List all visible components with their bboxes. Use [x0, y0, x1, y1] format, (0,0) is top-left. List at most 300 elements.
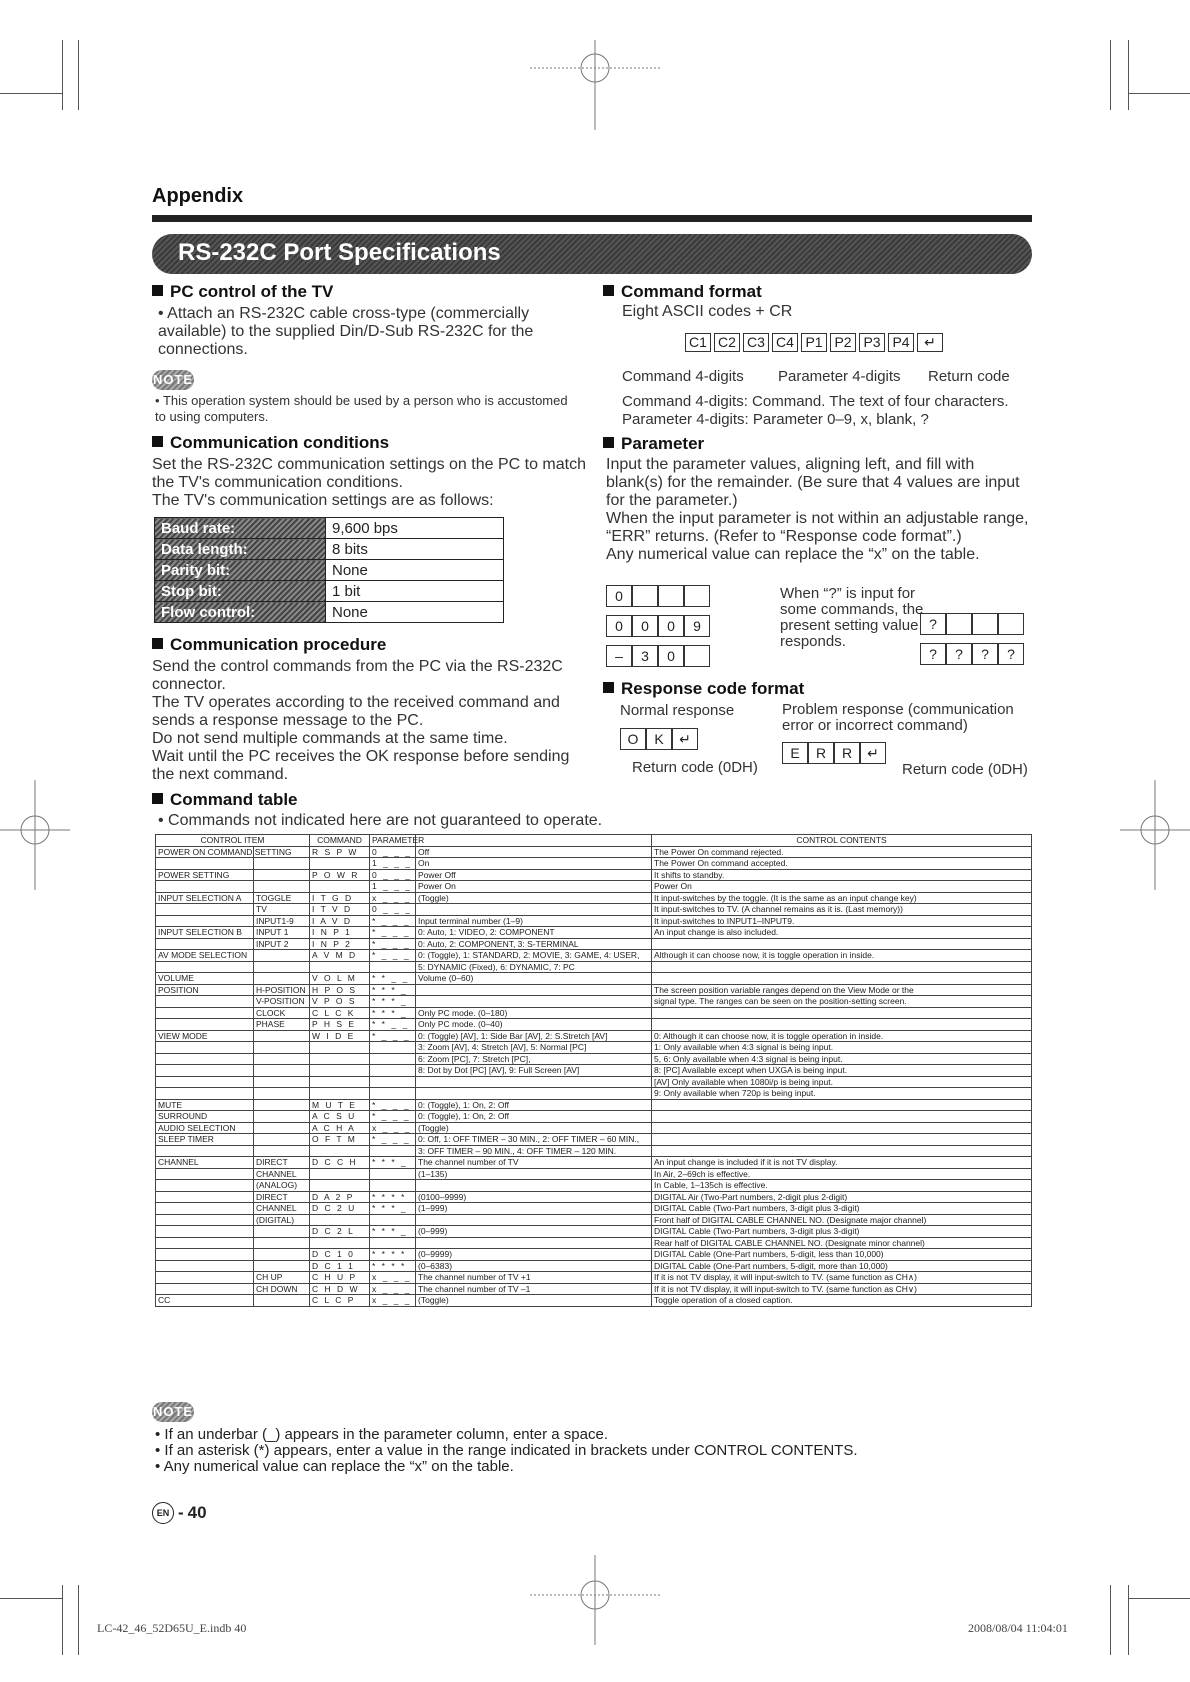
- control-contents-cell: In Cable, 1–135ch is effective.: [652, 1180, 1032, 1192]
- control-subitem-cell: DIRECT: [254, 1191, 310, 1203]
- control-item-cell: [156, 1226, 254, 1238]
- command-cell: A C H A: [310, 1122, 370, 1134]
- crop-mark: [78, 40, 79, 110]
- parameter-meaning-cell: [416, 1237, 652, 1249]
- note-badge: NOTE: [152, 370, 194, 390]
- table-row: [156, 1295, 1032, 1307]
- parameter-cell: * * * _: [370, 1157, 416, 1169]
- param-cell: 0: [658, 645, 684, 667]
- parameter-meaning-cell: [416, 996, 652, 1008]
- control-contents-cell: The Power On command accepted.: [652, 858, 1032, 870]
- command-cell: D C 2 L: [310, 1226, 370, 1238]
- param-cell: [684, 645, 710, 667]
- parameter-cell: * * * *: [370, 1191, 416, 1203]
- parameter-cell: * * * _: [370, 1007, 416, 1019]
- control-item-cell: POWER SETTING: [156, 869, 254, 881]
- parameter-cell: * _ _ _: [370, 938, 416, 950]
- parameter-cell: 0 _ _ _: [370, 869, 416, 881]
- command-cell: [310, 1053, 370, 1065]
- ok-return-label: Return code (0DH): [632, 759, 758, 776]
- note-badge-bottom: NOTE: [152, 1402, 194, 1422]
- table-row: [156, 892, 1032, 904]
- command-table-heading: Command table: [152, 790, 298, 810]
- command-cell: O F T M: [310, 1134, 370, 1146]
- control-contents-cell: Toggle operation of a closed caption.: [652, 1295, 1032, 1307]
- parameter-cell: * _ _ _: [370, 1030, 416, 1042]
- command-cell: C H U P: [310, 1272, 370, 1284]
- table-row: [156, 984, 1032, 996]
- registration-mark-right: [1120, 780, 1190, 890]
- settings-key: Baud rate:: [155, 518, 326, 539]
- parameter-meaning-cell: 0: (Toggle) [AV], 1: Side Bar [AV], 2: S.Stretch [AV]: [416, 1030, 652, 1042]
- command-cell: C H D W: [310, 1283, 370, 1295]
- code-box: O: [620, 728, 646, 750]
- control-contents-cell: Front half of DIGITAL CABLE CHANNEL NO. (Designate major channel): [652, 1214, 1032, 1226]
- control-item-cell: [156, 1076, 254, 1088]
- crop-mark: [1128, 40, 1129, 110]
- settings-value: 1 bit: [326, 581, 504, 602]
- comm-conditions-heading: Communication conditions: [152, 433, 389, 453]
- parameter-cell: x _ _ _: [370, 1295, 416, 1307]
- control-subitem-cell: [254, 1111, 310, 1123]
- command-cell: P O W R: [310, 869, 370, 881]
- command-code-boxes: [685, 333, 943, 352]
- code-box: P3: [859, 333, 885, 352]
- parameter-text: Input the parameter values, aligning left, and fill with blank(s) for the remainder. (Be sure that 4 values are input for the parameter.): [606, 456, 1020, 509]
- control-item-cell: [156, 858, 254, 870]
- bottom-note-text: Any numerical value can replace the “x” on the table.: [163, 1458, 514, 1475]
- parameter-meaning-cell: Off: [416, 846, 652, 858]
- control-item-cell: [156, 1053, 254, 1065]
- settings-table: [154, 517, 504, 623]
- parameter-meaning-cell: (Toggle): [416, 1295, 652, 1307]
- control-subitem-cell: CHANNEL: [254, 1168, 310, 1180]
- code-box: C3: [743, 333, 769, 352]
- command-cell: [310, 1076, 370, 1088]
- control-item-cell: [156, 961, 254, 973]
- label-command: Command 4-digits: [622, 368, 744, 385]
- parameter-meaning-cell: Power On: [416, 881, 652, 893]
- parameter-meaning-cell: (0–6383): [416, 1260, 652, 1272]
- control-contents-cell: The Power On command rejected.: [652, 846, 1032, 858]
- table-row: [156, 1076, 1032, 1088]
- control-subitem-cell: INPUT 1: [254, 927, 310, 939]
- control-contents-cell: [652, 961, 1032, 973]
- table-row: [156, 1111, 1032, 1123]
- control-item-cell: [156, 1237, 254, 1249]
- control-item-cell: AUDIO SELECTION: [156, 1122, 254, 1134]
- code-box: E: [782, 742, 808, 764]
- label-parameter: Parameter 4-digits: [778, 368, 901, 385]
- parameter-cell: * * * _: [370, 996, 416, 1008]
- table-row: [156, 1283, 1032, 1295]
- bottom-note: • Any numerical value can replace the “x” on the table.: [155, 1458, 514, 1475]
- table-header: PARAMETER: [370, 835, 416, 847]
- table-row: [156, 973, 1032, 985]
- control-subitem-cell: [254, 858, 310, 870]
- control-contents-cell: [652, 1145, 1032, 1157]
- table-row: [156, 1203, 1032, 1215]
- table-row: [156, 1122, 1032, 1134]
- table-header: COMMAND: [310, 835, 370, 847]
- command-format-heading: Command format: [603, 282, 762, 302]
- parameter-cell: * _ _ _: [370, 1099, 416, 1111]
- control-item-cell: CHANNEL: [156, 1157, 254, 1169]
- control-contents-cell: [652, 1122, 1032, 1134]
- param-cell: [998, 613, 1024, 635]
- table-row: [156, 1019, 1032, 1031]
- comm-procedure-p1: Send the control commands from the PC via the RS-232C connector.: [152, 658, 563, 693]
- settings-value: 9,600 bps: [326, 518, 504, 539]
- table-row: [156, 1237, 1032, 1249]
- command-cell: [310, 858, 370, 870]
- table-row: [156, 1168, 1032, 1180]
- table-header: [416, 835, 652, 847]
- control-contents-cell: [652, 1019, 1032, 1031]
- table-row: [156, 927, 1032, 939]
- control-contents-cell: [652, 1007, 1032, 1019]
- control-subitem-cell: TOGGLE: [254, 892, 310, 904]
- parameter-meaning-cell: The channel number of TV –1: [416, 1283, 652, 1295]
- control-item-cell: [156, 1019, 254, 1031]
- param-cell: ?: [946, 643, 972, 665]
- command-cell: C L C P: [310, 1295, 370, 1307]
- err-return-label: Return code (0DH): [902, 761, 1028, 778]
- control-item-cell: [156, 1168, 254, 1180]
- control-subitem-cell: [254, 1249, 310, 1261]
- table-row: [156, 846, 1032, 858]
- return-key-icon: ↵: [917, 333, 943, 352]
- parameter-meaning-cell: 3: Zoom [AV], 4: Stretch [AV], 5: Normal [PC]: [416, 1042, 652, 1054]
- parameter-meaning-cell: (0–999): [416, 1226, 652, 1238]
- param-cell: [684, 585, 710, 607]
- crop-mark: [1110, 40, 1111, 110]
- settings-key: Stop bit:: [155, 581, 326, 602]
- command-cell: [310, 1237, 370, 1249]
- parameter-meaning-cell: Only PC mode. (0–40): [416, 1019, 652, 1031]
- parameter-cell: * * * _: [370, 1226, 416, 1238]
- control-contents-cell: [652, 1099, 1032, 1111]
- control-item-cell: VOLUME: [156, 973, 254, 985]
- parameter-meaning-cell: [416, 1088, 652, 1100]
- crop-mark: [62, 40, 63, 110]
- param-cell: ?: [920, 643, 946, 665]
- parameter-examples: [606, 585, 716, 675]
- table-row: [156, 1088, 1032, 1100]
- code-box: P1: [801, 333, 827, 352]
- control-subitem-cell: TV: [254, 904, 310, 916]
- table-row: [156, 915, 1032, 927]
- control-subitem-cell: [254, 1088, 310, 1100]
- control-contents-cell: If it is not TV display, it will input-switch to TV. (same function as CH∨): [652, 1283, 1032, 1295]
- parameter-meaning-cell: 0: Auto, 2: COMPONENT, 3: S-TERMINAL: [416, 938, 652, 950]
- parameter-cell: [370, 1168, 416, 1180]
- crop-mark: [1110, 1585, 1111, 1655]
- control-contents-cell: 1: Only available when 4:3 signal is being input.: [652, 1042, 1032, 1054]
- code-box: C1: [685, 333, 711, 352]
- control-subitem-cell: INPUT1-9: [254, 915, 310, 927]
- table-row: [156, 1030, 1032, 1042]
- table-row: [156, 1065, 1032, 1077]
- parameter-cell: [370, 1042, 416, 1054]
- control-contents-cell: DIGITAL Cable (Two-Part numbers, 3-digit plus 3-digit): [652, 1203, 1032, 1215]
- control-item-cell: POWER ON COMMAND SETTING: [156, 846, 254, 858]
- table-header-row: [156, 835, 1032, 847]
- control-item-cell: [156, 1065, 254, 1077]
- parameter-cell: * _ _ _: [370, 927, 416, 939]
- pc-control-note-text: This operation system should be used by a person who is accustomed to using computers.: [155, 393, 568, 424]
- control-subitem-cell: [254, 1237, 310, 1249]
- parameter-meaning-cell: (Toggle): [416, 892, 652, 904]
- command-cell: A V M D: [310, 950, 370, 962]
- control-contents-cell: 8: [PC] Available except when UXGA is being input.: [652, 1065, 1032, 1077]
- table-row: [156, 1007, 1032, 1019]
- command-cell: V P O S: [310, 996, 370, 1008]
- control-item-cell: [156, 1042, 254, 1054]
- command-format-desc2: Parameter 4-digits: Parameter 0–9, x, blank, ?: [622, 411, 929, 428]
- parameter-cell: x _ _ _: [370, 1283, 416, 1295]
- appendix-title: Appendix: [152, 185, 244, 207]
- control-item-cell: [156, 1283, 254, 1295]
- settings-row: [155, 581, 504, 602]
- control-subitem-cell: [254, 973, 310, 985]
- parameter-cell: [370, 1065, 416, 1077]
- table-row: [156, 938, 1032, 950]
- param-cell: –: [606, 645, 632, 667]
- control-item-cell: MUTE: [156, 1099, 254, 1111]
- parameter-meaning-cell: (Toggle): [416, 1122, 652, 1134]
- command-format-desc1: Command 4-digits: Command. The text of four characters.: [622, 393, 1009, 410]
- command-table-bullet-text: Commands not indicated here are not guaranteed to operate.: [168, 812, 603, 829]
- crop-mark: [1128, 1585, 1129, 1655]
- param-cell: 0: [658, 615, 684, 637]
- parameter-meaning-cell: The channel number of TV: [416, 1157, 652, 1169]
- table-row: [156, 1134, 1032, 1146]
- control-subitem-cell: H-POSITION: [254, 984, 310, 996]
- language-badge-icon: EN: [152, 1502, 174, 1524]
- control-contents-cell: An input change is also included.: [652, 927, 1032, 939]
- registration-mark-bottom: [530, 1555, 660, 1645]
- param-cell: [658, 585, 684, 607]
- control-item-cell: INPUT SELECTION B: [156, 927, 254, 939]
- control-subitem-cell: [254, 950, 310, 962]
- control-subitem-cell: CLOCK: [254, 1007, 310, 1019]
- parameter-cell: * _ _ _: [370, 950, 416, 962]
- parameter-meaning-cell: 5: DYNAMIC (Fixed), 6: DYNAMIC, 7: PC: [416, 961, 652, 973]
- control-item-cell: VIEW MODE: [156, 1030, 254, 1042]
- parameter-meaning-cell: [416, 984, 652, 996]
- control-subitem-cell: CH UP: [254, 1272, 310, 1284]
- control-contents-cell: signal type. The ranges can be seen on the position-setting screen.: [652, 996, 1032, 1008]
- code-box: R: [834, 742, 860, 764]
- control-subitem-cell: (ANALOG): [254, 1180, 310, 1192]
- control-item-cell: [156, 1145, 254, 1157]
- command-cell: [310, 1145, 370, 1157]
- param-cell: [632, 585, 658, 607]
- control-item-cell: [156, 1007, 254, 1019]
- control-contents-cell: [652, 973, 1032, 985]
- table-row: [156, 961, 1032, 973]
- control-item-cell: [156, 996, 254, 1008]
- page-number-block: EN - 40: [152, 1502, 207, 1524]
- parameter-meaning-cell: 8: Dot by Dot [PC] [AV], 9: Full Screen [AV]: [416, 1065, 652, 1077]
- table-header: CONTROL CONTENTS: [652, 835, 1032, 847]
- command-cell: D C 1 0: [310, 1249, 370, 1261]
- bottom-note: • If an underbar (_) appears in the parameter column, enter a space.: [155, 1426, 609, 1443]
- control-contents-cell: [652, 1134, 1032, 1146]
- param-cell: 9: [684, 615, 710, 637]
- parameter-cell: [370, 1088, 416, 1100]
- command-cell: [310, 1065, 370, 1077]
- parameter-meaning-cell: 3: OFF TIMER – 90 MIN., 4: OFF TIMER – 120 MIN.: [416, 1145, 652, 1157]
- settings-row: [155, 518, 504, 539]
- control-contents-cell: It input-switches to TV. (A channel remains as it is. (Last memory)): [652, 904, 1032, 916]
- parameter-cell: * * * _: [370, 984, 416, 996]
- code-box: P2: [830, 333, 856, 352]
- pc-control-bullet-text: Attach an RS-232C cable cross-type (commercially available) to the supplied Din/D-Sub RS-232C for the connections.: [158, 305, 534, 358]
- control-item-cell: POSITION: [156, 984, 254, 996]
- control-contents-cell: It input-switches by the toggle. (It is the same as an input change key): [652, 892, 1032, 904]
- footer-file: LC-42_46_52D65U_E.indb 40: [97, 1621, 247, 1635]
- control-item-cell: [156, 1272, 254, 1284]
- parameter-cell: * * _ _: [370, 1019, 416, 1031]
- comm-conditions-text1: Set the RS-232C communication settings on the PC to match the TV's communication conditions.: [152, 456, 586, 491]
- control-item-cell: [156, 881, 254, 893]
- response-format-heading: Response code format: [603, 679, 804, 699]
- crop-mark: [1128, 1598, 1190, 1599]
- crop-mark: [62, 1585, 63, 1655]
- crop-mark: [0, 1598, 62, 1599]
- parameter-cell: 1 _ _ _: [370, 858, 416, 870]
- parameter-cell: * * * *: [370, 1249, 416, 1261]
- control-contents-cell: 5, 6: Only available when 4:3 signal is being input.: [652, 1053, 1032, 1065]
- control-subitem-cell: DIRECT: [254, 1157, 310, 1169]
- header-rule: [152, 215, 1032, 222]
- param-cell: ?: [998, 643, 1024, 665]
- control-item-cell: [156, 938, 254, 950]
- table-row: [156, 1249, 1032, 1261]
- control-item-cell: [156, 1191, 254, 1203]
- footer-timestamp: 2008/08/04 11:04:01: [968, 1621, 1068, 1635]
- control-contents-cell: It input-switches to INPUT1–INPUT9.: [652, 915, 1032, 927]
- parameter-cell: * _ _ _: [370, 1111, 416, 1123]
- control-subitem-cell: [254, 1145, 310, 1157]
- table-row: [156, 881, 1032, 893]
- control-item-cell: [156, 1088, 254, 1100]
- control-contents-cell: The screen position variable ranges depend on the View Mode or the: [652, 984, 1032, 996]
- control-contents-cell: Power On: [652, 881, 1032, 893]
- parameter-meaning-cell: Power Off: [416, 869, 652, 881]
- command-table: [155, 834, 1032, 1307]
- parameter-cell: [370, 1076, 416, 1088]
- table-row: [156, 1226, 1032, 1238]
- code-box: P4: [888, 333, 914, 352]
- command-cell: I N P 1: [310, 927, 370, 939]
- control-contents-cell: DIGITAL Cable (One-Part numbers, 5-digit, less than 10,000): [652, 1249, 1032, 1261]
- control-item-cell: [156, 1203, 254, 1215]
- control-subitem-cell: [254, 1260, 310, 1272]
- control-contents-cell: 0: Although it can choose now, it is toggle operation in inside.: [652, 1030, 1032, 1042]
- control-contents-cell: DIGITAL Air (Two-Part numbers, 2-digit plus 2-digit): [652, 1191, 1032, 1203]
- control-subitem-cell: CHANNEL: [254, 1203, 310, 1215]
- bottom-note: • If an asterisk (*) appears, enter a value in the range indicated in brackets under CONTROL CONTENTS.: [155, 1442, 858, 1459]
- control-contents-cell: An input change is included if it is not TV display.: [652, 1157, 1032, 1169]
- command-cell: M U T E: [310, 1099, 370, 1111]
- comm-procedure-p2: The TV operates according to the received command and sends a response message to the PC.: [152, 694, 560, 729]
- table-row: [156, 1042, 1032, 1054]
- control-subitem-cell: [254, 1042, 310, 1054]
- table-row: [156, 1145, 1032, 1157]
- command-cell: C L C K: [310, 1007, 370, 1019]
- table-row: [156, 950, 1032, 962]
- parameter-meaning-cell: (0100–9999): [416, 1191, 652, 1203]
- parameter-cell: [370, 1180, 416, 1192]
- control-item-cell: [156, 1180, 254, 1192]
- ok-code-boxes: [620, 728, 710, 752]
- settings-value: None: [326, 560, 504, 581]
- bottom-note-text: If an asterisk (*) appears, enter a value in the range indicated in brackets under CONTROL CONTENTS.: [164, 1442, 858, 1459]
- control-subitem-cell: [254, 881, 310, 893]
- settings-row: [155, 602, 504, 623]
- control-contents-cell: DIGITAL Cable (Two-Part numbers, 3-digit plus 3-digit): [652, 1226, 1032, 1238]
- control-item-cell: SURROUND: [156, 1111, 254, 1123]
- parameter-text3: Any numerical value can replace the “x” on the table.: [606, 546, 980, 563]
- parameter-meaning-cell: (1–135): [416, 1168, 652, 1180]
- parameter-meaning-cell: 0: Off, 1: OFF TIMER – 30 MIN., 2: OFF TIMER – 60 MIN.,: [416, 1134, 652, 1146]
- control-contents-cell: [AV] Only available when 1080i/p is being input.: [652, 1076, 1032, 1088]
- parameter-meaning-cell: 0: (Toggle), 1: STANDARD, 2: MOVIE, 3: GAME, 4: USER,: [416, 950, 652, 962]
- crop-mark: [78, 1585, 79, 1655]
- control-item-cell: [156, 1249, 254, 1261]
- parameter-cell: 0 _ _ _: [370, 846, 416, 858]
- table-row: [156, 1260, 1032, 1272]
- command-cell: H P O S: [310, 984, 370, 996]
- control-item-cell: [156, 904, 254, 916]
- control-contents-cell: In Air, 2–69ch is effective.: [652, 1168, 1032, 1180]
- control-subitem-cell: PHASE: [254, 1019, 310, 1031]
- param-cell: 3: [632, 645, 658, 667]
- control-item-cell: [156, 915, 254, 927]
- control-subitem-cell: [254, 1295, 310, 1307]
- settings-value: 8 bits: [326, 539, 504, 560]
- parameter-meaning-cell: Volume (0–60): [416, 973, 652, 985]
- param-cell: ?: [920, 613, 946, 635]
- command-cell: R S P W: [310, 846, 370, 858]
- parameter-cell: x _ _ _: [370, 1122, 416, 1134]
- control-item-cell: AV MODE SELECTION: [156, 950, 254, 962]
- command-table-bullet: • Commands not indicated here are not guaranteed to operate.: [158, 812, 603, 829]
- crop-mark: [1128, 93, 1190, 94]
- parameter-meaning-cell: Only PC mode. (0–180): [416, 1007, 652, 1019]
- return-key-icon: ↵: [672, 728, 698, 750]
- pc-control-heading: PC control of the TV: [152, 282, 333, 302]
- normal-response-label: Normal response: [620, 702, 735, 719]
- control-item-cell: CC: [156, 1295, 254, 1307]
- command-cell: [310, 1042, 370, 1054]
- parameter-heading: Parameter: [603, 434, 704, 454]
- command-format-subtitle: Eight ASCII codes + CR: [622, 303, 793, 320]
- control-item-cell: SLEEP TIMER: [156, 1134, 254, 1146]
- section-banner: [152, 234, 1032, 274]
- banner-title: RS-232C Port Specifications: [178, 239, 501, 266]
- parameter-cell: 1 _ _ _: [370, 881, 416, 893]
- parameter-cell: [370, 1053, 416, 1065]
- bottom-note-text: If an underbar (_) appears in the parameter column, enter a space.: [164, 1426, 609, 1443]
- control-subitem-cell: [254, 1134, 310, 1146]
- settings-key: Parity bit:: [155, 560, 326, 581]
- parameter-cell: * * * *: [370, 1260, 416, 1272]
- control-item-cell: INPUT SELECTION A: [156, 892, 254, 904]
